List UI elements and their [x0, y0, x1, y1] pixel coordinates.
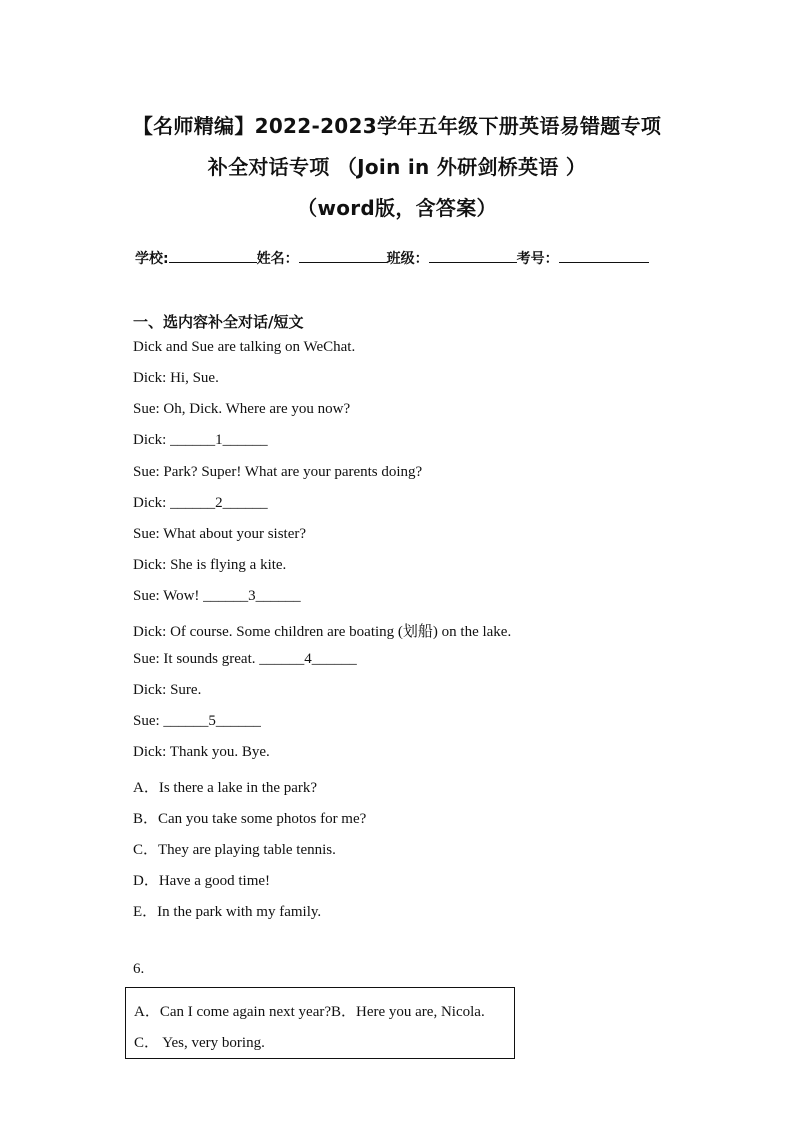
option-a: A．Is there a lake in the park? — [133, 780, 318, 796]
dialogue-line: Sue: What about your sister? — [133, 526, 307, 542]
school-label: 学校: — [135, 251, 169, 267]
dialogue-line-blank-1: Dick: ______1______ — [133, 432, 268, 448]
name-label: 姓名： — [256, 251, 299, 267]
question-6-number: 6. — [133, 961, 145, 977]
dialogue-line: Dick: Hi, Sue. — [133, 370, 219, 386]
exam-no-blank[interactable] — [559, 248, 649, 263]
dialogue-line: Dick: Of course. Some children are boating (划船) on the lake. — [133, 624, 512, 640]
title-line-3: （word版，含答案） — [297, 196, 497, 220]
dialogue-line-blank-3: Sue: Wow! ______3______ — [133, 588, 301, 604]
school-blank[interactable] — [169, 248, 257, 263]
title-line-1: 【名师精编】2022-2023学年五年级下册英语易错题专项 — [132, 114, 662, 138]
dialogue-intro: Dick and Sue are talking on WeChat. — [133, 339, 356, 355]
option-e: E．In the park with my family. — [133, 904, 322, 920]
name-blank[interactable] — [299, 248, 387, 263]
section-heading: 一、选内容补全对话/短文 — [133, 313, 304, 331]
dialogue-line-blank-5: Sue: ______5______ — [133, 713, 261, 729]
question-6-options-box — [125, 987, 515, 1059]
student-info-row — [135, 248, 649, 268]
question-6-options-ab: A．Can I come again next year?B．Here you are, Nicola. — [134, 1004, 485, 1020]
dialogue-line: Dick: She is flying a kite. — [133, 557, 287, 573]
question-6-option-c: C． Yes, very boring. — [134, 1035, 265, 1051]
dialogue-line: Sue: Oh, Dick. Where are you now? — [133, 401, 351, 417]
option-d: D．Have a good time! — [133, 873, 271, 889]
option-b: B．Can you take some photos for me? — [133, 811, 367, 827]
class-blank[interactable] — [429, 248, 517, 263]
dialogue-line: Sue: Park? Super! What are your parents doing? — [133, 464, 423, 480]
dialogue-line-blank-4: Sue: It sounds great. ______4______ — [133, 651, 357, 667]
title-line-2: 补全对话专项 （Join in 外研剑桥英语 ） — [207, 155, 587, 179]
dialogue-line: Dick: Sure. — [133, 682, 202, 698]
class-label: 班级： — [386, 251, 429, 267]
dialogue-line: Dick: Thank you. Bye. — [133, 744, 270, 760]
exam-no-label: 考号： — [516, 251, 559, 267]
option-c: C．They are playing table tennis. — [133, 842, 336, 858]
dialogue-line-blank-2: Dick: ______2______ — [133, 495, 268, 511]
